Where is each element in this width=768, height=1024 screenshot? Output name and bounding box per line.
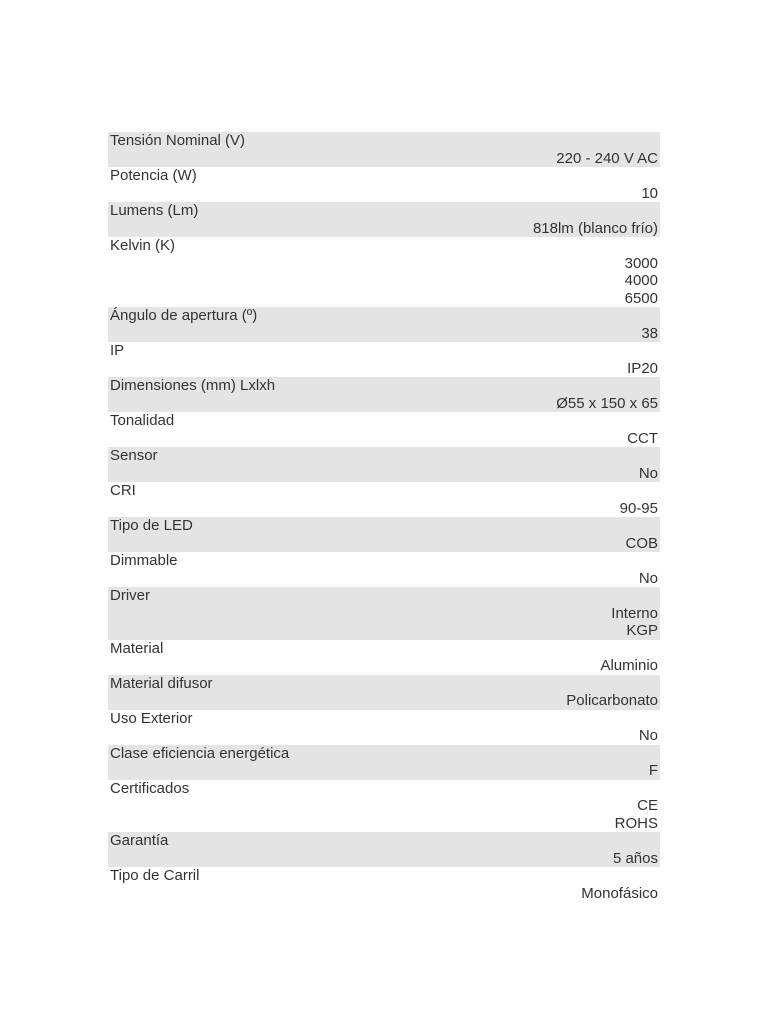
spec-row	[108, 552, 660, 587]
spec-row	[108, 517, 660, 552]
spec-row	[108, 412, 660, 447]
spec-value: 6500	[624, 289, 658, 307]
spec-value: IP20	[627, 359, 658, 377]
spec-row	[108, 780, 660, 833]
spec-value: COB	[625, 534, 658, 552]
spec-label: Certificados	[110, 779, 190, 797]
spec-row	[108, 132, 660, 167]
spec-label: Tipo de LED	[110, 517, 193, 534]
spec-value: KGP	[626, 622, 658, 639]
spec-value: No	[638, 569, 658, 587]
spec-row	[108, 202, 660, 237]
spec-label: Kelvin (K)	[110, 237, 176, 254]
spec-row	[108, 307, 660, 342]
spec-value: 5 años	[612, 849, 658, 867]
spec-value: No	[638, 727, 658, 744]
spec-label: Tensión Nominal (V)	[110, 132, 246, 149]
spec-value: No	[638, 464, 658, 482]
spec-label: CRI	[110, 482, 136, 499]
spec-label: Ángulo de apertura (º)	[110, 307, 258, 324]
spec-row	[108, 167, 660, 202]
spec-table	[108, 132, 660, 902]
spec-label: Lumens (Lm)	[110, 202, 199, 219]
spec-row	[108, 342, 660, 377]
spec-label: Clase eficiencia energética	[110, 744, 290, 762]
spec-label: Sensor	[110, 447, 158, 464]
spec-label: Uso Exterior	[110, 709, 193, 727]
spec-label: Material	[110, 639, 164, 657]
spec-label: Driver	[110, 587, 150, 604]
spec-value: CE	[637, 797, 658, 814]
spec-label: IP	[110, 342, 125, 359]
spec-value: 90-95	[619, 499, 658, 517]
spec-value: Aluminio	[600, 657, 658, 674]
spec-row	[108, 640, 660, 675]
spec-label: Material difusor	[110, 674, 213, 692]
spec-label: Tipo de Carril	[110, 867, 200, 884]
spec-row	[108, 377, 660, 412]
spec-row	[108, 832, 660, 867]
spec-label: Tonalidad	[110, 412, 175, 429]
spec-value: Ø55 x 150 x 65	[556, 394, 658, 412]
spec-row	[108, 237, 660, 307]
spec-value: CCT	[627, 429, 658, 447]
spec-label: Dimmable	[110, 552, 178, 569]
spec-value: 3000	[624, 254, 658, 272]
spec-row	[108, 710, 660, 745]
spec-value: Interno	[611, 604, 658, 622]
spec-value: 818lm (blanco frío)	[532, 219, 658, 237]
spec-row	[108, 587, 660, 640]
spec-label: Dimensiones (mm) Lxlxh	[110, 377, 276, 394]
spec-value: 220 - 240 V AC	[556, 149, 658, 167]
spec-row	[108, 447, 660, 482]
spec-value: ROHS	[614, 814, 658, 832]
spec-row	[108, 745, 660, 780]
spec-value: 38	[641, 324, 658, 342]
spec-label: Garantía	[110, 832, 169, 849]
spec-row	[108, 482, 660, 517]
spec-value: F	[648, 762, 658, 779]
spec-value: Monofásico	[581, 884, 658, 902]
spec-value: 4000	[624, 272, 658, 289]
spec-value: Policarbonato	[566, 692, 658, 709]
spec-row	[108, 867, 660, 902]
spec-label: Potencia (W)	[110, 167, 197, 184]
spec-row	[108, 675, 660, 710]
spec-value: 10	[641, 184, 658, 202]
